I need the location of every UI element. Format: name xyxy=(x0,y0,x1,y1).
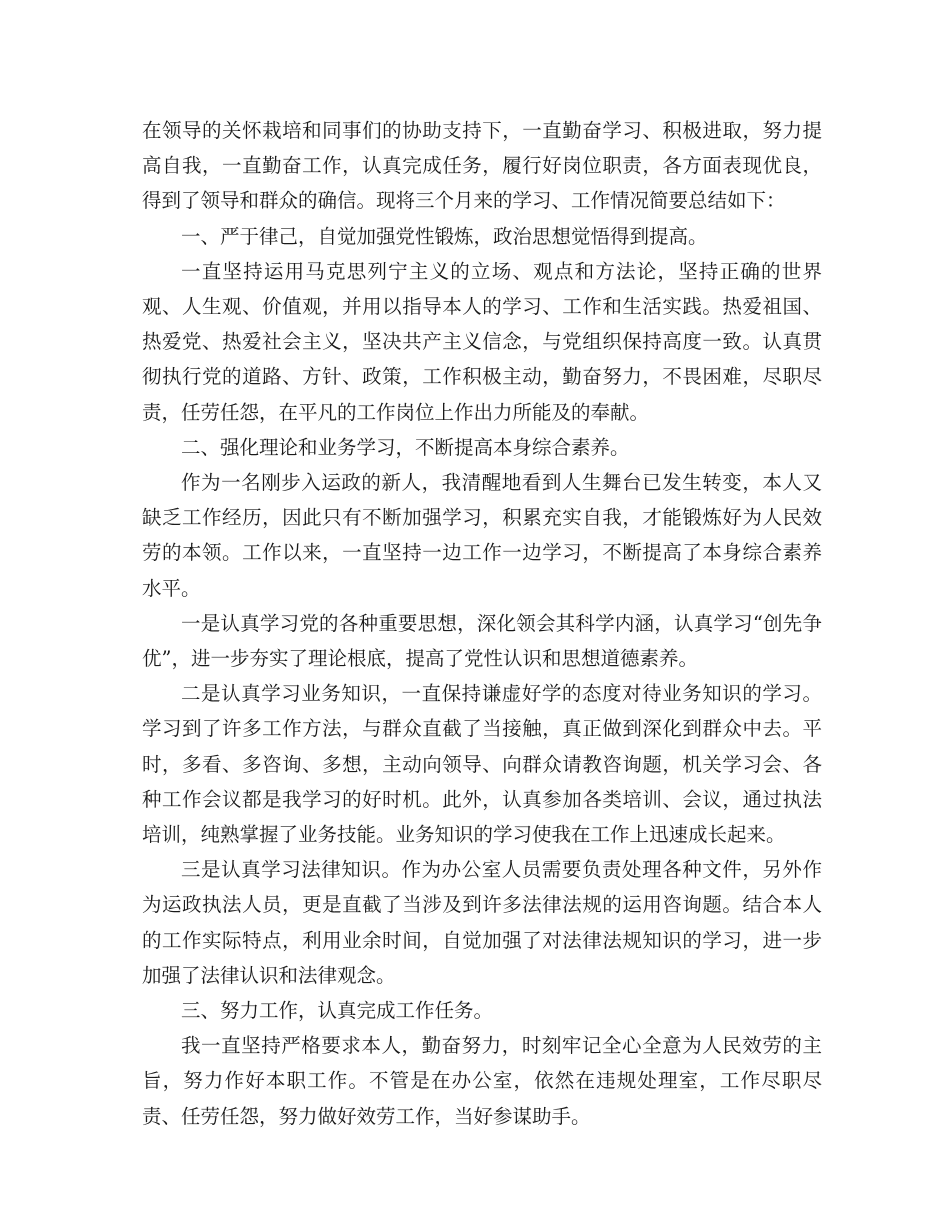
section-heading-2: 二、强化理论和业务学习，不断提高本身综合素养。 xyxy=(181,435,630,459)
section-heading-1: 一、严于律己，自觉加强党性锻炼，政治思想觉悟得到提高。 xyxy=(181,224,708,248)
body-paragraph: 三是认真学习法律知识。作为办公室人员需要负责处理各种文件，另外作为运政执法人员，更是直截了当涉及到许多法律法规的运用咨询题。结合本人的工作实际特点，利用业余时间，自觉加强了对法律法规知识的学习，进一步加强了法律认识和法律观念。 xyxy=(142,858,822,987)
body-paragraph: 我一直坚持严格要求本人，勤奋努力，时刻牢记全心全意为人民效劳的主旨，努力作好本职工作。不管是在办公室，依然在违规处理室，工作尽职尽责、任劳任怨，努力做好效劳工作，当好参谋助手。 xyxy=(142,1034,822,1128)
body-paragraph: 作为一名刚步入运政的新人，我清醒地看到人生舞台已发生转变，本人又缺乏工作经历，因此只有不断加强学习，积累充实自我，才能锻炼好为人民效劳的本领。工作以来，一直坚持一边工作一边学习，不断提高了本身综合素养水平。 xyxy=(142,471,822,600)
body-paragraph: 一直坚持运用马克思列宁主义的立场、观点和方法论，坚持正确的世界观、人生观、价值观，并用以指导本人的学习、工作和生活实践。热爱祖国、热爱党、热爱社会主义，坚决共产主义信念，与党组织保持高度一致。认真贯彻执行党的道路、方针、政策，工作积极主动，勤奋努力，不畏困难，尽职尽责，任劳任怨，在平凡的工作岗位上作出力所能及的奉献。 xyxy=(142,259,822,424)
intro-paragraph: 在领导的关怀栽培和同事们的协助支持下，一直勤奋学习、积极进取，努力提高自我，一直勤奋工作，认真完成任务，履行好岗位职责，各方面表现优良，得到了领导和群众的确信。现将三个月来的学习、工作情况简要总结如下： xyxy=(142,119,822,213)
section-heading-3: 三、努力工作，认真完成工作任务。 xyxy=(181,999,494,1023)
body-paragraph: 二是认真学习业务知识，一直保持谦虚好学的态度对待业务知识的学习。学习到了许多工作方法，与群众直截了当接触，真正做到深化到群众中去。平时，多看、多咨询、多想，主动向领导、向群众请教咨询题，机关学习会、各种工作会议都是我学习的好时机。此外，认真参加各类培训、会议，通过执法培训，纯熟掌握了业务技能。业务知识的学习使我在工作上迅速成长起来。 xyxy=(142,682,822,847)
document-body xyxy=(142,113,822,1134)
body-paragraph: 一是认真学习党的各种重要思想，深化领会其科学内涵，认真学习“创先争优”，进一步夯实了理论根底，提高了党性认识和思想道德素养。 xyxy=(142,611,822,671)
